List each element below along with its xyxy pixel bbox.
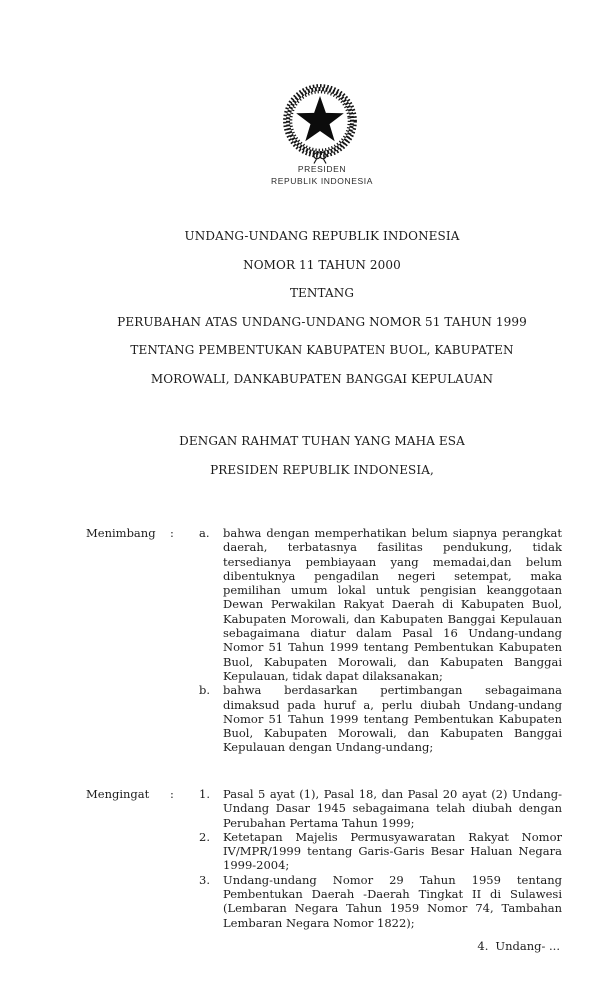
item-marker: a. xyxy=(199,526,210,540)
item-marker: 3. xyxy=(199,872,210,887)
preamble-line-1: DENGAN RAHMAT TUHAN YANG MAHA ESA xyxy=(179,434,465,448)
item-text: bahwa berdasarkan pertimbangan sebagaimana dimaksud pada huruf a, perlu diubah Undang-undang Nomor 51 Tahun 1999 tentang Pembentukan Kabupaten Buol, Kabupaten Morowali, dan Kabupaten Banggai Kepulauan dengan Undang-undang; xyxy=(223,683,562,755)
item-marker: b. xyxy=(199,683,211,698)
section-colon: : xyxy=(170,526,174,540)
list-item xyxy=(199,787,562,830)
section-label: Mengingat xyxy=(86,787,150,801)
catchword xyxy=(477,939,560,953)
list-item xyxy=(199,873,562,930)
section-label: Menimbang xyxy=(86,526,156,540)
presidential-seal xyxy=(282,84,358,166)
document-title xyxy=(0,222,612,393)
star-icon xyxy=(296,96,344,141)
section-mengingat xyxy=(86,787,562,930)
section-menimbang xyxy=(86,526,562,755)
org-name-line1: PRESIDEN xyxy=(297,164,347,174)
item-text: bahwa dengan memperhatikan belum siapnya perangkat daerah, terbatasnya fasilitas pendukung, tidak tersedianya pembiayaan yang memadai,dan belum dibentuknya pengadilan negeri setempat, maka pemilihan umum lokal untuk pengisian keanggotaan Dewan Perwakilan Rakyat Daerah di Kabupaten Buol, Kabupaten Morowali, dan Kabupaten Banggai Kepulauan sebagaimana diatur dalam Pasal 16 Undang-undang Nomor 51 Tahun 1999 tentang Pembentukan Kabupaten Buol, Kabupaten Morowali, dan Kabupaten Banggai Kepulauan, tidak dapat dilaksanakan; xyxy=(223,526,562,683)
seal-graphic xyxy=(282,84,358,166)
title-line-2: NOMOR 11 TAHUN 2000 xyxy=(243,257,401,272)
letterhead xyxy=(32,164,612,187)
title-line-5: TENTANG PEMBENTUKAN KABUPATEN BUOL, KABUPATEN xyxy=(130,343,514,357)
item-marker: 2. xyxy=(199,829,210,844)
item-text: Pasal 5 ayat (1), Pasal 18, dan Pasal 20 ayat (2) Undang-Undang Dasar 1945 sebagaimana telah diubah dengan Perubahan Pertama Tahun 1999; xyxy=(223,787,562,830)
preamble-line-2: PRESIDEN REPUBLIK INDONESIA, xyxy=(210,463,434,477)
title-line-1: UNDANG-UNDANG REPUBLIK INDONESIA xyxy=(184,229,460,243)
item-text: Undang-undang Nomor 29 Tahun 1959 tentang Pembentukan Daerah -Daerah Tingkat II di Sulawesi (Lembaran Negara Tahun 1959 Nomor 74, Tambahan Lembaran Negara Nomor 1822); xyxy=(223,872,562,930)
section-items xyxy=(199,787,562,930)
title-line-6: MOROWALI, DANKABUPATEN BANGGAI KEPULAUAN xyxy=(150,371,494,386)
section-colon: : xyxy=(170,787,174,801)
catchword-marker: 4. xyxy=(477,939,489,953)
section-items xyxy=(199,526,562,755)
title-line-3: TENTANG xyxy=(289,286,355,300)
preamble xyxy=(0,427,612,485)
item-text: Ketetapan Majelis Permusyawaratan Rakyat Nomor IV/MPR/1999 tentang Garis-Garis Besar Haluan Negara 1999-2004; xyxy=(223,829,562,873)
org-name-line2: REPUBLIK INDONESIA xyxy=(271,175,373,186)
title-line-4: PERUBAHAN ATAS UNDANG-UNDANG NOMOR 51 TAHUN 1999 xyxy=(117,314,527,329)
catchword-text: Undang- ... xyxy=(495,939,560,953)
list-item xyxy=(199,526,562,683)
list-item xyxy=(199,830,562,873)
item-marker: 1. xyxy=(199,787,210,801)
list-item xyxy=(199,683,562,754)
